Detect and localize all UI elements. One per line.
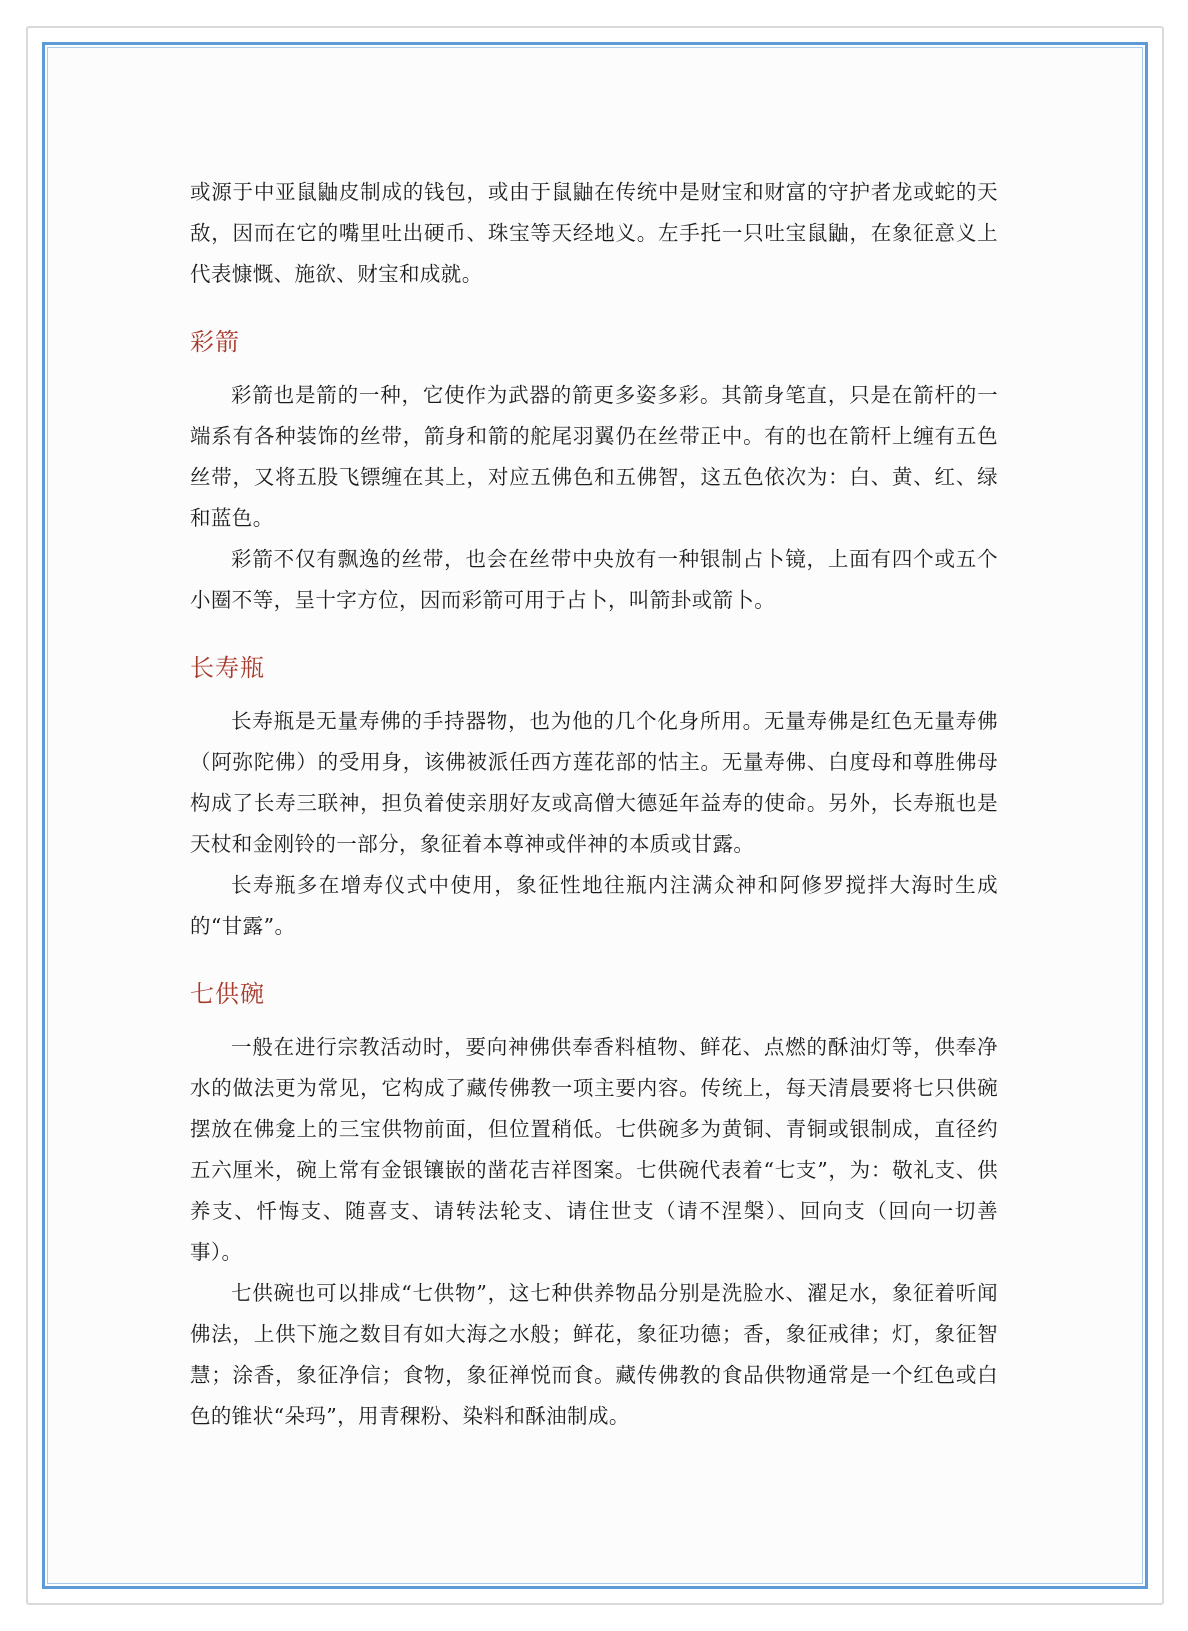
caijian-paragraph-1: 彩箭也是箭的一种，它使作为武器的箭更多姿多彩。其箭身笔直，只是在箭杆的一端系有各种装饰的丝带，箭身和箭的舵尾羽翼仍在丝带正中。有的也在箭杆上缠有五色丝带，又将五股飞镖缠在其上，对应五佛色和五佛智，这五色依次为：白、黄、红、绿和蓝色。 (190, 383, 998, 530)
heading-changshouping: 长寿瓶 (190, 654, 265, 682)
caijian-paragraph-2: 彩箭不仅有飘逸的丝带，也会在丝带中央放有一种银制占卜镜，上面有四个或五个小圈不等，呈十字方位，因而彩箭可用于占卜，叫箭卦或箭卜。 (190, 547, 998, 612)
page-content (190, 172, 998, 1437)
qigongwan-paragraph-2: 七供碗也可以排成“七供物”，这七种供养物品分别是洗脸水、濯足水，象征着听闻佛法，上供下施之数目有如大海之水般；鲜花，象征功德；香，象征戒律；灯，象征智慧；涂香，象征净信；食物，象征禅悦而食。藏传佛教的食品供物通常是一个红色或白色的锥状“朵玛”，用青稞粉、染料和酥油制成。 (190, 1281, 998, 1428)
heading-caijian: 彩箭 (190, 328, 240, 356)
qigongwan-paragraph-1: 一般在进行宗教活动时，要向神佛供奉香料植物、鲜花、点燃的酥油灯等，供奉净水的做法更为常见，它构成了藏传佛教一项主要内容。传统上，每天清晨要将七只供碗摆放在佛龛上的三宝供物前面，但位置稍低。七供碗多为黄铜、青铜或银制成，直径约五六厘米，碗上常有金银镶嵌的凿花吉祥图案。七供碗代表着“七支”，为：敬礼支、供养支、忏悔支、随喜支、请转法轮支、请住世支（请不涅槃）、回向支（回向一切善事）。 (190, 1035, 998, 1264)
changshouping-paragraph-2: 长寿瓶多在增寿仪式中使用，象征性地往瓶内注满众神和阿修罗搅拌大海时生成的“甘露”。 (190, 873, 998, 938)
intro-paragraph: 或源于中亚鼠鼬皮制成的钱包，或由于鼠鼬在传统中是财宝和财富的守护者龙或蛇的天敌，因而在它的嘴里吐出硬币、珠宝等天经地义。左手托一只吐宝鼠鼬，在象征意义上代表慷慨、施欲、财宝和成就。 (190, 180, 998, 286)
changshouping-paragraph-1: 长寿瓶是无量寿佛的手持器物，也为他的几个化身所用。无量寿佛是红色无量寿佛（阿弥陀佛）的受用身，该佛被派任西方莲花部的怙主。无量寿佛、白度母和尊胜佛母构成了长寿三联神，担负着使亲朋好友或高僧大德延年益寿的使命。另外，长寿瓶也是天杖和金刚铃的一部分，象征着本尊神或伴神的本质或甘露。 (190, 709, 998, 856)
heading-qigongwan: 七供碗 (190, 980, 265, 1008)
